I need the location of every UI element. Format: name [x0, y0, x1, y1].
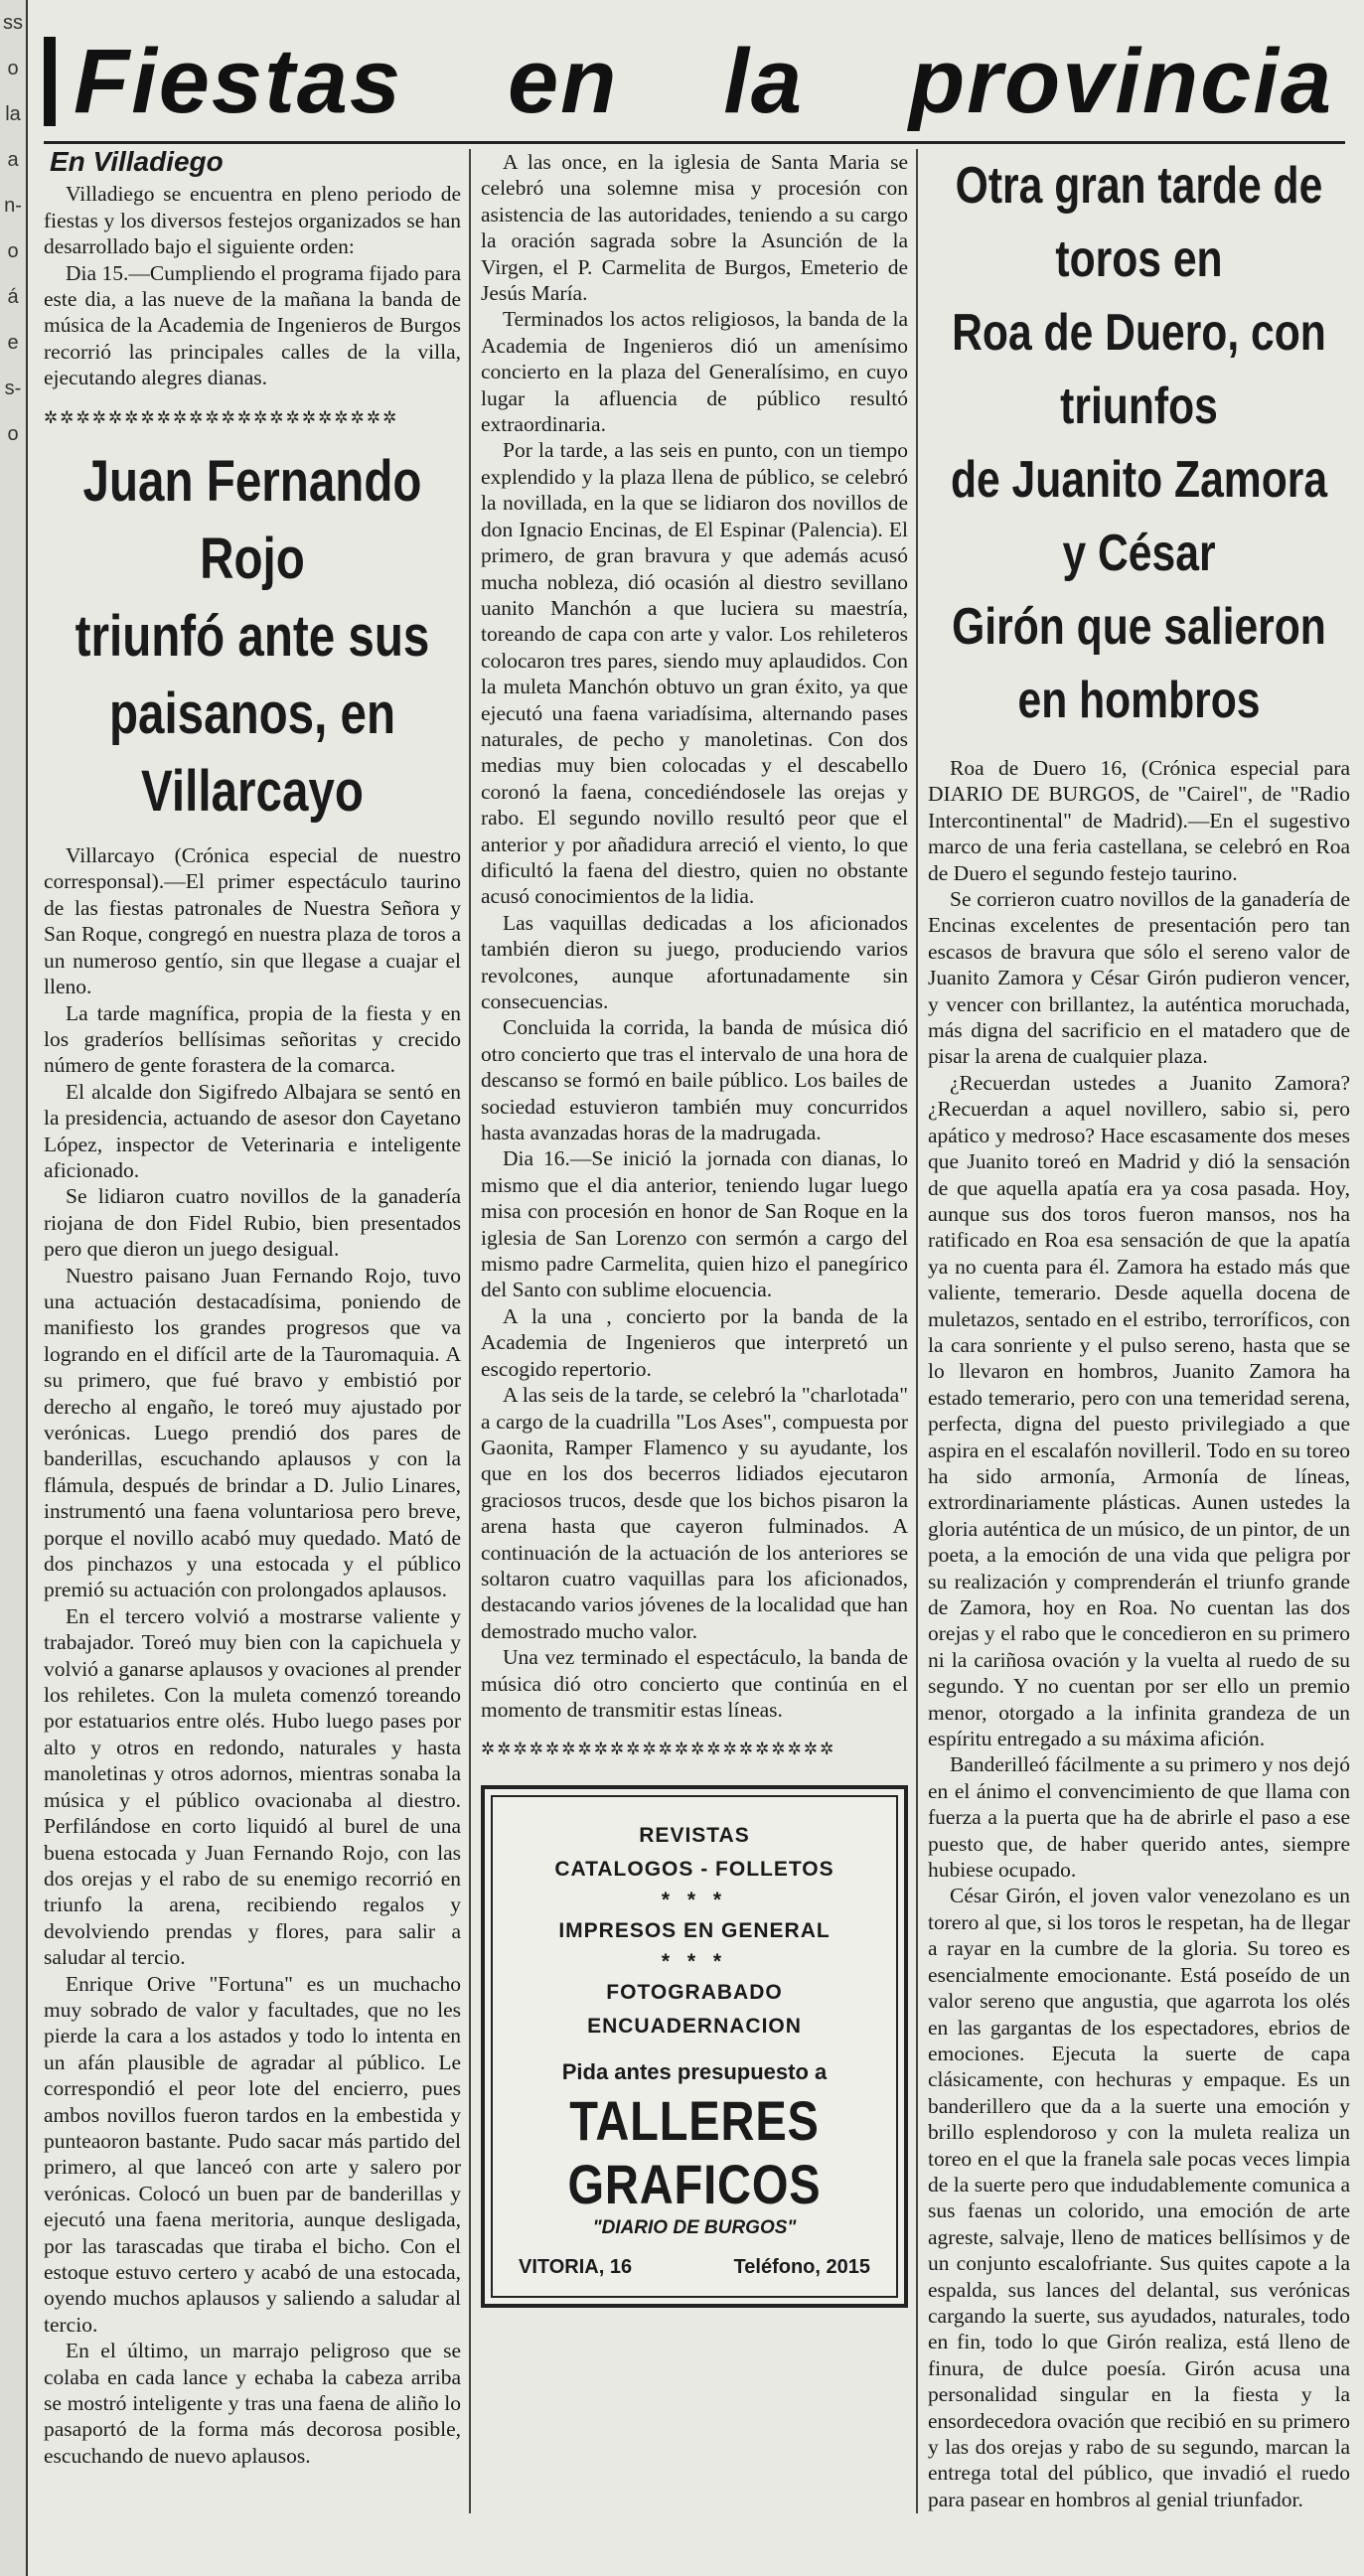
column-left: [44, 146, 461, 2469]
headline-line: paisanos, en Villarcayo: [108, 682, 396, 825]
article-paragraph: A las once, en la iglesia de Santa Maria se celebró una solemne misa y procesión con asistencia de las autoridades, teniendo a su cargo la oración sagrada sobre la Asunción de la Virgen, el P. Carmelita de Burgos, Emeterio de Jesús María.: [481, 150, 908, 306]
roa-headline: [933, 149, 1344, 737]
villarcayo-headline: [49, 443, 456, 831]
article-paragraph: Villarcayo (Crónica especial de nuestro corresponsal).—El primer espectáculo taurino de las fiestas patronales de Nuestra Señora y San Roque, congregó en nuestra plaza de toros a un numeroso gentío, sin que llegase a cuajar el lleno.: [44, 843, 461, 999]
column-rule: [469, 149, 471, 2513]
article-paragraph: Dia 16.—Se inició la jornada con dianas, lo mismo que el dia anterior, teniendo lugar luego misa con procesión en honor de San Roque en la iglesia de San Lorenzo con sermón a cargo del mismo padre Carmelita, quien hizo el panegírico del Santo con sublime elocuencia.: [481, 1146, 908, 1302]
ad-line: IMPRESOS EN GENERAL: [558, 1918, 831, 1942]
article-paragraph: La tarde magnífica, propia de la fiesta y en los graderíos bellísimas señoritas y crecido número de gente forastera de la comarca.: [44, 1000, 461, 1078]
article-paragraph: Se lidiaron cuatro novillos de la ganadería riojana de don Fidel Rubio, bien presentados pero que dieron un juego desigual.: [44, 1184, 461, 1262]
advertisement-frame: [491, 1795, 898, 2298]
ad-address: VITORIA, 16: [519, 2255, 633, 2278]
ad-line: CATALOGOS - FOLLETOS: [554, 1857, 834, 1881]
ad-ask: Pida antes presupuesto a: [561, 2058, 828, 2084]
column-middle: [481, 149, 908, 2308]
article-paragraph: Nuestro paisano Juan Fernando Rojo, tuvo una actuación destacadísima, poniendo de manifiesto los grandes progresos que va logrando en el difícil arte de la Tauromaquia. A su primero, que fué bravo y embistió por derecho al engaño, le toreó muy ajustado por verónicas. Luego prendió dos pares de banderillas, escuchando aplausos y con la flámula, después de brindar a D. Julio Linares, instrumentó una faena voluntariosa pero breve, porque el novillo acabó muy quedado. Mató de dos pinchazos y una estocada y el público premió su actuación con prolongados aplausos.: [44, 1263, 461, 1602]
title-word: en: [508, 30, 619, 132]
article-paragraph: Se corrieron cuatro novillos de la ganadería de Encinas excelentes de presentación pero tan escasos de bravura que sólo el sereno valor de Juanito Zamora y César Girón pudieron vencer, y vencer con brillantez, la auténtica moruchada, más digna del sacrificio en el matadero que de pisar la arena de cualquier plaza.: [928, 887, 1350, 1069]
article-paragraph: Banderilleó fácilmente a su primero y nos dejó en el ánimo el convencimiento de que llama con fuerza a la puerta que ha de abrirle el paso a ese puesto que, de haber querido antes, siempre hubiese ocupado.: [928, 1752, 1350, 1883]
ornament-row: ✲✲✲✲✲✲✲✲✲✲✲✲✲✲✲✲✲✲✲✲✲✲: [481, 1740, 836, 1760]
article-paragraph: Enrique Orive "Fortuna" es un muchacho muy sobrado de valor y facultades, que no les pierde la cara a los astados y todo lo intenta en un afán plausible de agradar al público. Le correspondió el peor lote del encierro, pues ambos novillos fueron tardos en la embestida y punteaoron bastante. Pudo sacar más partido del primero, al que lanceó con arte y salero por verónicas. Colocó un buen par de banderillas y ejecutó una faena meritoria, aunque desligada, por las tarascadas que tiraba el bicho. Con el estoque estuvo certero y acabó de una estocada, oyendo muchos aplausos y saliendo a saludar al tercio.: [44, 1971, 461, 2337]
ad-separator: * * *: [661, 1949, 728, 1973]
headline-line: Otra gran tarde de toros en: [955, 157, 1323, 288]
article-paragraph: Villadiego se encuentra en pleno periodo de fiestas y los diversos festejos organizados se han desarrollado bajo el siguiente orden:: [44, 182, 461, 259]
headline-line: Girón que salieron en hombros: [952, 598, 1326, 729]
villarcayo-body: [44, 842, 461, 2469]
ad-line: ENCUADERNACION: [587, 2014, 802, 2038]
advertisement: [481, 1785, 908, 2308]
roa-body: [928, 755, 1350, 2512]
margin-fragment: ss: [3, 12, 23, 34]
title-word: la: [723, 30, 805, 132]
headline-line: triunfó ante sus: [75, 604, 430, 670]
ad-company-name: TALLERES GRAFICOS: [567, 2088, 822, 2215]
margin-fragment: e: [7, 332, 19, 354]
article-paragraph: A las seis de la tarde, se celebró la "charlotada" a cargo de la cuadrilla "Los Ases", compuesta por Gaonita, Ramper Flamenco y su ayudante, los que en los dos becerros lidiados ejecutaron graciosos trucos, desde que los bichos pisaron la arena hasta que cayeron fulminados. A continuación de la actuación de los anteriores se soltaron cuatro vaquillas para los aficionados, destacando varios jóvenes de la localidad que han demostrado mucho valor.: [481, 1383, 908, 1643]
article-paragraph: El alcalde don Sigifredo Albajara se sentó en la presidencia, actuando de asesor don Cayetano López, inspector de Veterinaria e inteligente aficionado.: [44, 1079, 461, 1182]
article-paragraph: Roa de Duero 16, (Crónica especial para DIARIO DE BURGOS, de "Cairel", de "Radio Intercontinental" de Madrid).—En el sugestivo marco de una feria castellana, se celebró en Roa de Duero el segundo festejo taurino.: [928, 756, 1350, 885]
article-paragraph: ¿Recuerdan ustedes a Juanito Zamora? ¿Recuerdan a aquel novillero, sabio si, pero apático y medroso? Hace escasamente dos meses que Juanito toreó en Madrid y dió la sensación de que aquella apatía era ya cosa pasada. Hoy, aunque sus dos toros fueron mansos, nos ha ratificado en Roa esa sensación de que la apatía ya no cuenta para él. Zamora ha estado más que valiente, temerario. Desde aquella docena de muletazos, sentado en el estribo, terroríficos, con la cara sonriente y el pulso sereno, hasta que se lo llevaron en hombros, Juanito Zamora ha estado temerario, pero con una temeridad serena, perfecta, digna del puesto privilegiado a que aspira en el escalafón novilleril. Todo en su toreo ha sido armonía, Armonía de líneas, extrordinariamente plásticas. Aunen ustedes la gloria auténtica de un músico, de un pintor, de un poeta, a la emoción de una vida que peligra por su realización y comprenderán el triunfo grande de Zamora, hoy en Roa. No cuentan las dos orejas y el rabo que le concedieron en su primero ni la cariñosa ovación y la vuelta al ruedo de su segundo. Y no cuentan por ser ello un premio menor, otorgado a la infinita grandeza de un espíritu entregado a su máxima afición.: [928, 1070, 1350, 1751]
title-word: Fiestas: [74, 30, 403, 132]
ad-separator: * * *: [661, 1888, 728, 1911]
article-paragraph: Terminados los actos religiosos, la banda de la Academia de Ingenieros dió un amenísimo concierto en la plaza del Generalísimo, en cuyo lugar la afluencia de público resultó extraordinaria.: [481, 307, 908, 437]
article-paragraph: Una vez terminado el espectáculo, la banda de música dió otro concierto que continúa en el momento de transmitir estas líneas.: [481, 1645, 908, 1722]
margin-fragment: o: [7, 58, 19, 79]
article-paragraph: A la una , concierto por la banda de la Academia de Ingenieros que interpretó un escogido repertorio.: [481, 1303, 908, 1381]
margin-fragment: o: [7, 423, 19, 445]
villadiego-continued: [481, 149, 908, 1723]
headline-line: Juan Fernando Rojo: [82, 449, 422, 592]
margin-fragment: á: [7, 286, 19, 308]
margin-strip: [0, 0, 28, 2576]
article-paragraph: César Girón, el joven valor venezolano es un torero al que, si los toros le respetan, ha de llegar a rayar en la cumbre de la gloria. Su toreo es esencialmente emocionante. Está poseído de un valor sereno que angustia, que agarrota los olés en las gargantas de los espectadores, ebrios de emociones. Ejecuta la suerte de capa clásicamente, con hechuras y empaque. Es un banderillero que da a la suerte una emoción y brillo esplendoroso y con la muleta realiza un toreo en el que la franela sale pocas veces limpia de la suerte pero que indudablemente comunica a sus faenas un colorido, una emoción de arte agreste, salvaje, lleno de matices bellísimos y de un conjunto escalofriante. Sus quites capote a la espalda, sus lances del delantal, sus verónicas cargando la suerte, sus ayudados, naturales, todo en fin, todo lo que Girón realiza, está lleno de finura, de dulce poesía. Girón acusa una personalidad singular en la fiesta y la ensordecedora ovación que recibió en su primero y las dos orejas y rabo de su segundo, marcan la entrega total del público, que invadió el ruedo para pasear en hombros al genial triunfador.: [928, 1884, 1350, 2511]
ad-line: FOTOGRABADO: [606, 1980, 783, 2004]
ad-line: REVISTAS: [639, 1823, 750, 1847]
article-paragraph: En el último, un marrajo peligroso que se colaba en cada lance y echaba la cabeza arriba se mostró inteligente y tras una faena de aliño lo pasaportó de la forma más decorosa posible, escuchando de nuevo aplausos.: [44, 2339, 461, 2468]
article-paragraph: Concluida la corrida, la banda de música dió otro concierto que tras el intervalo de una hora de descanso se formó en baile público. Los bailes de sociedad estuvieron también muy concurridos hasta avanzadas horas de la madrugada.: [481, 1015, 908, 1145]
masthead: [44, 22, 1345, 144]
headline-line: Roa de Duero, con triunfos: [952, 304, 1326, 435]
article-paragraph: Por la tarde, a las seis en punto, con un tiempo explendido y la plaza llena de público, se celebró la novillada, en la que se lidiaron dos novillos de don Ignacio Encinas, de El Espinar (Palencia). El primero, de gran bravura y que además acusó mucha nobleza, dió ocasión al diestro sevillano uanito Manchón a que luciera su maestría, toreando de capa con arte y valor. Los rehileteros colocaron tres pares, siendo muy aplaudidos. Con la muleta Manchón obtuvo un gran éxito, ya que ejecutó una faena variadísima, alternando pases naturales, de pecho y manoletinas. Con dos medias muy bien colocadas y el descabello coronó la faena, concediéndosele las orejas y rabo. El segundo novillo resultó peor que el anterior y por añadidura arreció el viento, lo que dificultó la faena del diestro, quien no obstante acusó conocimientos de la lidia.: [481, 438, 908, 909]
margin-fragment: o: [7, 240, 19, 262]
villadiego-body: [44, 181, 461, 390]
article-paragraph: En el tercero volvió a mostrarse valiente y trabajador. Toreó muy bien con la capichuela y volvió a ganarse aplausos y ovaciones al prender los rehiletes. Con la muleta comenzó toreando por estatuarios entre olés. Hubo luego pases por alto y otros en redondo, naturales y hasta manoletinas y otros adornos, mientras sonaba la música y el público ovacionaba al diestro. Perfilándose en corto liquidó al burel de una buena estocada y Juan Fernando Rojo, con las dos orejas y el rabo de su enemigo recorrió en triunfo la arena, recibiendo regalos y devolviendo prendas y flores, para salir a saludar al tercio.: [44, 1603, 461, 1970]
page-title: [56, 30, 1345, 134]
title-word: provincia: [908, 30, 1333, 132]
margin-fragment: n-: [4, 195, 22, 217]
headline-line: de Juanito Zamora y César: [950, 451, 1328, 582]
ad-subtitle: "DIARIO DE BURGOS": [592, 2216, 797, 2238]
margin-fragment: a: [7, 149, 19, 171]
masthead-bar: [44, 37, 56, 126]
column-right: [928, 149, 1350, 2512]
article-paragraph: Dia 15.—Cumpliendo el programa fijado para este dia, a las nueve de la mañana la banda de música de la Academia de Ingenieros de Burgos recorrió las principales calles de la villa, ejecutando alegres dianas.: [44, 260, 461, 390]
ornament-row: ✲✲✲✲✲✲✲✲✲✲✲✲✲✲✲✲✲✲✲✲✲✲: [44, 407, 399, 428]
ad-phone: Teléfono, 2015: [733, 2255, 870, 2278]
ad-footer: [503, 2254, 886, 2280]
margin-fragment: s-: [4, 378, 22, 399]
villadiego-kicker: En Villadiego: [50, 146, 224, 177]
article-paragraph: Las vaquillas dedicadas a los aficionados también dieron su juego, produciendo varios revolcones, aunque afortunadamente sin consecuencias.: [481, 910, 908, 1013]
column-rule: [916, 149, 918, 2513]
margin-fragment: la: [5, 103, 21, 125]
